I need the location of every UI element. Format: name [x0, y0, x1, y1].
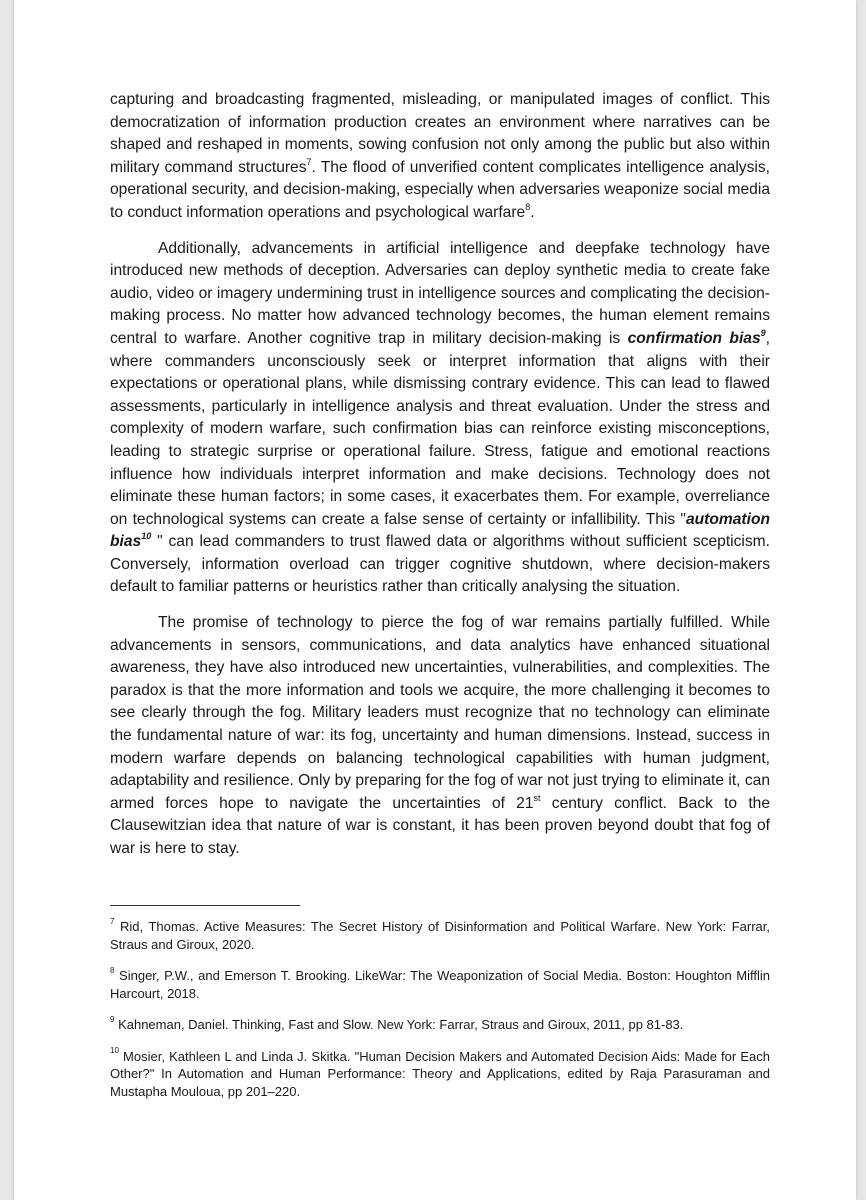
- footnote-number: 9: [110, 1014, 115, 1024]
- footnote-7: [110, 918, 770, 953]
- footnote-ref-9[interactable]: 9: [760, 327, 766, 338]
- footnote-ref-7[interactable]: 7: [306, 156, 312, 167]
- term-confirmation-bias: confirmation bias: [627, 329, 761, 347]
- footnote-9: [110, 1016, 770, 1034]
- footnotes: [110, 918, 770, 1114]
- document-page: [14, 0, 856, 1200]
- term-automation-bias: automation bias: [110, 510, 770, 551]
- paragraph-3: The promise of technology to pierce the fog of war remains partially fulfilled. While advancements in sensors, communications, and data analytics have enhanced situational awareness, they have also introduced new uncertainties, vulnerabilities, and complexities. The paradox is that the more information and tools we acquire, the more challenging it becomes to see clearly through the fog. Military leaders must recognize that no technology can eliminate the fundamental nature of war: its fog, uncertainty and human dimensions. Instead, success in modern warfare depends on balancing technological capabilities with human judgment, adaptability and resilience. Only by preparing for the fog of war not just trying to eliminate it, can armed forces hope to navigate the uncertainties of 21st century conflict. Back to the Clausewitzian idea that nature of war is constant, it has been proven beyond doubt that fog of war is here to stay.: [110, 614, 771, 857]
- footnote-text: Kahneman, Daniel. Thinking, Fast and Slow. New York: Farrar, Straus and Giroux, 2011, pp 81-83.: [114, 1017, 684, 1032]
- footnote-ref-10[interactable]: 10: [141, 531, 152, 542]
- paragraph-1: capturing and broadcasting fragmented, misleading, or manipulated images of conflict. This democratization of information production creates an environment where narratives can be shaped and reshaped in moments, sowing confusion not only among the public but also within military command structures$^7$. The flood of unverified content complicates intelligence analysis, operational security, and decision-making, especially when adversaries weaponize social media to conduct information operations and psychological warfare$^8$.: [110, 91, 770, 221]
- footnote-8: [110, 967, 770, 1002]
- footnote-10: [110, 1048, 770, 1101]
- footnote-text: Mosier, Kathleen L and Linda J. Skitka. "Human Decision Makers and Automated Decision Aids: Made for Each Other?" In Automation and Human Performance: Theory and Applications, edited by Raja Parasuraman and Mustapha Mouloua, pp 201–220.: [110, 1048, 770, 1099]
- footnote-number: 10: [110, 1046, 119, 1056]
- paragraph-2: Additionally, advancements in artificial intelligence and deepfake technology have introduced new methods of deception. Adversaries can deploy synthetic media to create fake audio, video or imagery undermining trust in intelligence sources and complicating the decision-making process. No matter how advanced technology becomes, the human element remains central to warfare. Another cognitive trap in military decision-making is confirmation bias$^9$, where commanders unconsciously seek or interpret information that aligns with their expectations or operational plans, while dismissing contrary evidence. This can lead to flawed assessments, particularly in intelligence analysis and threat evaluation. Under the stress and complexity of modern warfare, such confirmation bias can reinforce existing misconceptions, leading to strategic surprise or operational failure. Stress, fatigue and emotional reactions influence how individuals interpret information and make decisions. Technology does not eliminate these human factors; in some cases, it exacerbates them. For example, overreliance on technological systems can create a false sense of certainty or infallibility. This "automation bias$^{10}$ " can lead commanders to trust flawed data or algorithms without sufficient scepticism. Conversely, information overload can trigger cognitive shutdown, where decision-makers default to familiar patterns or heuristics rather than critically analysing the situation.: [110, 239, 770, 596]
- footnote-divider: [110, 905, 300, 906]
- ordinal-suffix: st: [533, 792, 541, 803]
- footnote-number: 7: [110, 916, 115, 926]
- body-text: [110, 89, 770, 874]
- footnote-text: Rid, Thomas. Active Measures: The Secret History of Disinformation and Political Warfare. New York: Farrar, Straus and Giroux, 2020.: [110, 919, 770, 952]
- footnote-number: 8: [110, 965, 115, 975]
- footnote-ref-8[interactable]: 8: [525, 201, 531, 212]
- footnote-text: Singer, P.W., and Emerson T. Brooking. LikeWar: The Weaponization of Social Media. Boston: Houghton Mifflin Harcourt, 2018.: [110, 968, 770, 1001]
